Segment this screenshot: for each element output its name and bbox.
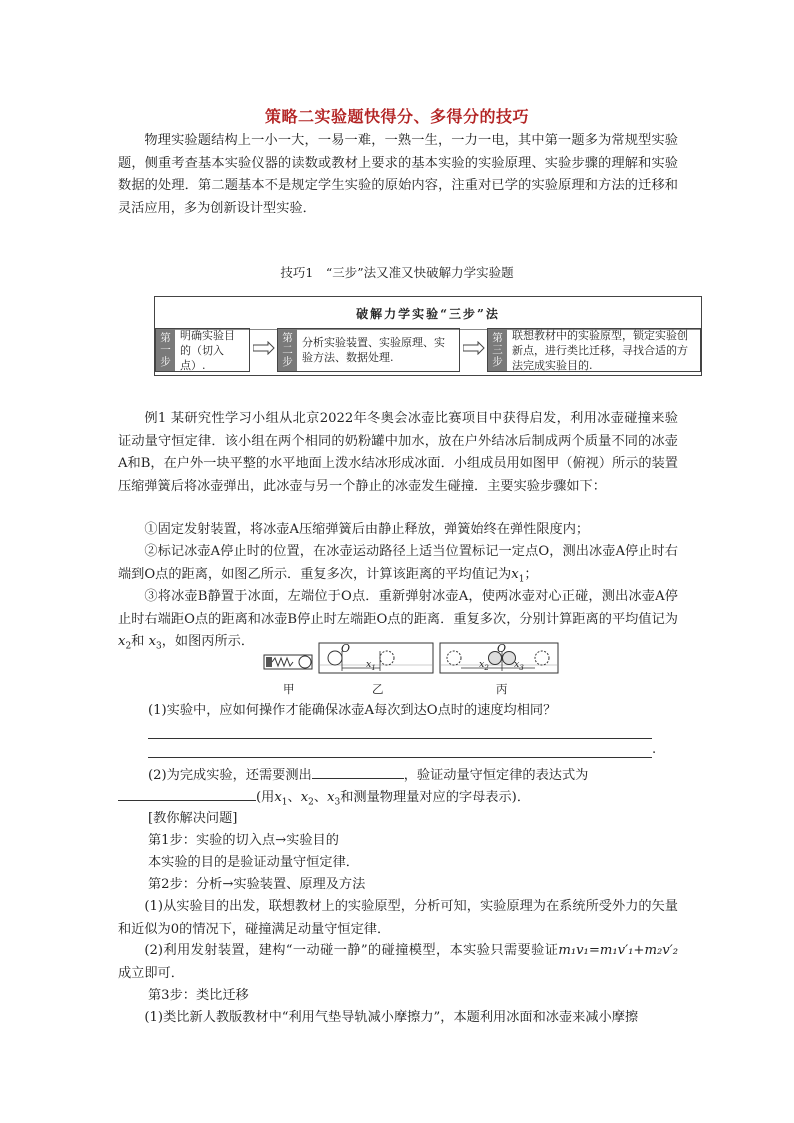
q2-text: (用 <box>256 790 275 805</box>
solution-step-2: 第2步：分析→实验装置、原理及方法 <box>148 877 366 892</box>
diagram-title: 破解力学实验“三步”法 <box>155 297 701 330</box>
badge-char: 二 <box>282 344 293 356</box>
step-text: 分析实验装置、实验原理、实验方法、数据处理. <box>302 336 445 364</box>
q2-text: 和测量物理量对应的字母表示)． <box>340 790 531 805</box>
x3-label <box>514 659 524 672</box>
solution-step-1-text: 本实验的目的是验证动量守恒定律． <box>148 855 359 870</box>
figure-b <box>319 643 433 673</box>
badge-char: 三 <box>492 344 503 356</box>
o-label: O <box>341 642 351 655</box>
three-step-diagram <box>154 296 702 376</box>
step-1-text: ①固定发射装置，将冰壶A压缩弹簧后由静止释放，弹簧始终在弹性限度内； <box>144 522 590 537</box>
var-x: x <box>118 634 126 649</box>
p2-text: (2)利用发射装置，建构“一动碰一静”的碰撞模型，本实验只需要验证 <box>144 943 559 958</box>
answer-blank-measure[interactable] <box>312 764 404 779</box>
skill-heading: 技巧1 “三步”法又准又快破解力学实验题 <box>280 265 514 280</box>
question-1: (1)实验中，应如何操作才能确保冰壶A每次到达O点时的速度均相同？ <box>148 703 557 718</box>
example-paragraph: 例1 某研究性学习小组从北京2022年冬奥会冰壶比赛项目中获得启发，利用冰壶碰撞来验证动量守恒定律．该小组在两个相同的奶粉罐中加水，放在户外结冰后制成两个质量不同的冰壶A和B，在户外一块平整的水平地面上泼水结冰形成冰面．小组成员用如图甲（俯视）所示的装置压缩弹簧后将冰壶弹出，此冰壶与另一个静止的冰壶发生碰撞．主要实验步骤如下： <box>118 411 678 494</box>
diagram-step-3 <box>487 328 701 372</box>
step-3-body: ③将冰壶B静置于冰面，左端位于O点．重新弹射冰壶A，使两冰壶对心正碰，测出冰壶A停止时右端距O点的距离和冰壶B停止时左端距O点的距离．重复多次，分别计算距离的平均值记为 <box>118 589 678 627</box>
sep: 、 <box>313 790 328 805</box>
badge-char: 步 <box>282 356 293 368</box>
q2-text: ，验证动量守恒定律的表达式为 <box>403 768 589 783</box>
x1-label <box>366 659 376 672</box>
var-x: x <box>148 634 156 649</box>
var-x: x <box>479 659 485 670</box>
subscript: 3 <box>334 797 341 808</box>
page-title: 策略二实验题快得分、多得分的技巧 <box>264 107 529 126</box>
var-x: x <box>514 659 520 670</box>
step-2-body: ②标记冰壶A停止时的位置，在冰壶运动路径上适当位置标记一定点O，测出冰壶A停止时右端到O点的距离，如图乙所示．重复多次，计算该距离的平均值记为 <box>118 544 678 582</box>
figure-label-c: 丙 <box>496 682 508 696</box>
solution-step-3: 第3步：类比迁移 <box>148 988 249 1003</box>
punct: ； <box>524 566 538 582</box>
figure-label-a: 甲 <box>283 682 295 696</box>
answer-blank-expression[interactable] <box>118 786 256 801</box>
question-2 <box>148 764 678 788</box>
step-badge <box>278 329 297 371</box>
subscript: 3 <box>519 663 524 672</box>
solution-step-3-p1: (1)类比新人教版教材中“利用气垫导轨减小摩擦力”，本题利用冰面和冰壶来减小摩擦 <box>144 1010 639 1025</box>
intro-paragraph: 物理实验题结构上一小一大，一易一难，一熟一生，一力一电，其中第一题多为常规型实验题，侧重考查基本实验仪器的读数或教材上要求的基本实验的实验原理、实验步骤的理解和实验数据的处理．第二题基本不是规定学生实验的原始内容，注重对已学的实验原理和方法的迁移和灵活应用，多为创新设计型实验． <box>118 133 678 216</box>
step-text: 联想教材中的实验原型，锁定实验创新点，进行类比迁移，寻找合适的方法完成实验目的. <box>512 328 688 372</box>
diagram-step-2 <box>277 328 460 372</box>
double-arrow-icon <box>463 341 485 355</box>
solution-step-1: 第1步：实验的切入点→实验目的 <box>148 833 339 848</box>
var-x: x <box>274 790 282 805</box>
subscript: 2 <box>125 641 132 652</box>
var-x: x <box>300 790 309 805</box>
p2-text: 成立即可． <box>118 965 184 981</box>
q2-text: (2)为完成实验，还需要测出 <box>148 768 312 783</box>
var-x: x <box>366 659 372 670</box>
figure-label-b: 乙 <box>372 682 384 696</box>
badge-char: 第 <box>492 332 503 344</box>
answer-line-2[interactable] <box>148 757 652 758</box>
var-x: x <box>511 566 519 582</box>
badge-char: 第 <box>160 332 171 344</box>
conjunction: 和 <box>131 634 145 649</box>
launcher-figure <box>264 655 312 669</box>
o-label: O <box>497 642 507 655</box>
step-2-text <box>118 541 678 591</box>
diagram-step-1 <box>155 328 250 372</box>
period: . <box>652 742 657 757</box>
badge-char: 第 <box>282 332 293 344</box>
momentum-formula: m₁v₁=m₁v′₁+m₂v′₂ <box>558 943 678 958</box>
var-x: x <box>327 790 335 805</box>
subscript: 1 <box>371 663 376 672</box>
solution-heading: [教你解决问题] <box>148 811 238 826</box>
step-badge <box>156 329 175 371</box>
subscript: 3 <box>156 641 162 652</box>
answer-line-1[interactable] <box>148 738 652 739</box>
solution-step-2-p1: (1)从实验目的出发，联想教材上的实验原型，分析可知，实验原理为在系统所受外力的矢量和近似为0的情况下，碰撞满足动量守恒定律． <box>118 899 678 937</box>
double-arrow-icon <box>253 341 275 355</box>
step-badge <box>488 329 507 371</box>
punct: ，如图丙所示． <box>161 634 255 649</box>
subscript: 1 <box>518 574 525 585</box>
x2-label <box>479 659 489 672</box>
sep: 、 <box>287 790 301 805</box>
badge-char: 步 <box>160 356 171 368</box>
subscript: 2 <box>308 797 314 808</box>
step-text: 明确实验目的（切入点）. <box>180 328 235 372</box>
subscript: 1 <box>281 797 288 808</box>
badge-char: 一 <box>160 344 171 356</box>
subscript: 2 <box>484 663 489 672</box>
solution-step-2-p2 <box>118 940 678 985</box>
badge-char: 步 <box>492 356 503 368</box>
